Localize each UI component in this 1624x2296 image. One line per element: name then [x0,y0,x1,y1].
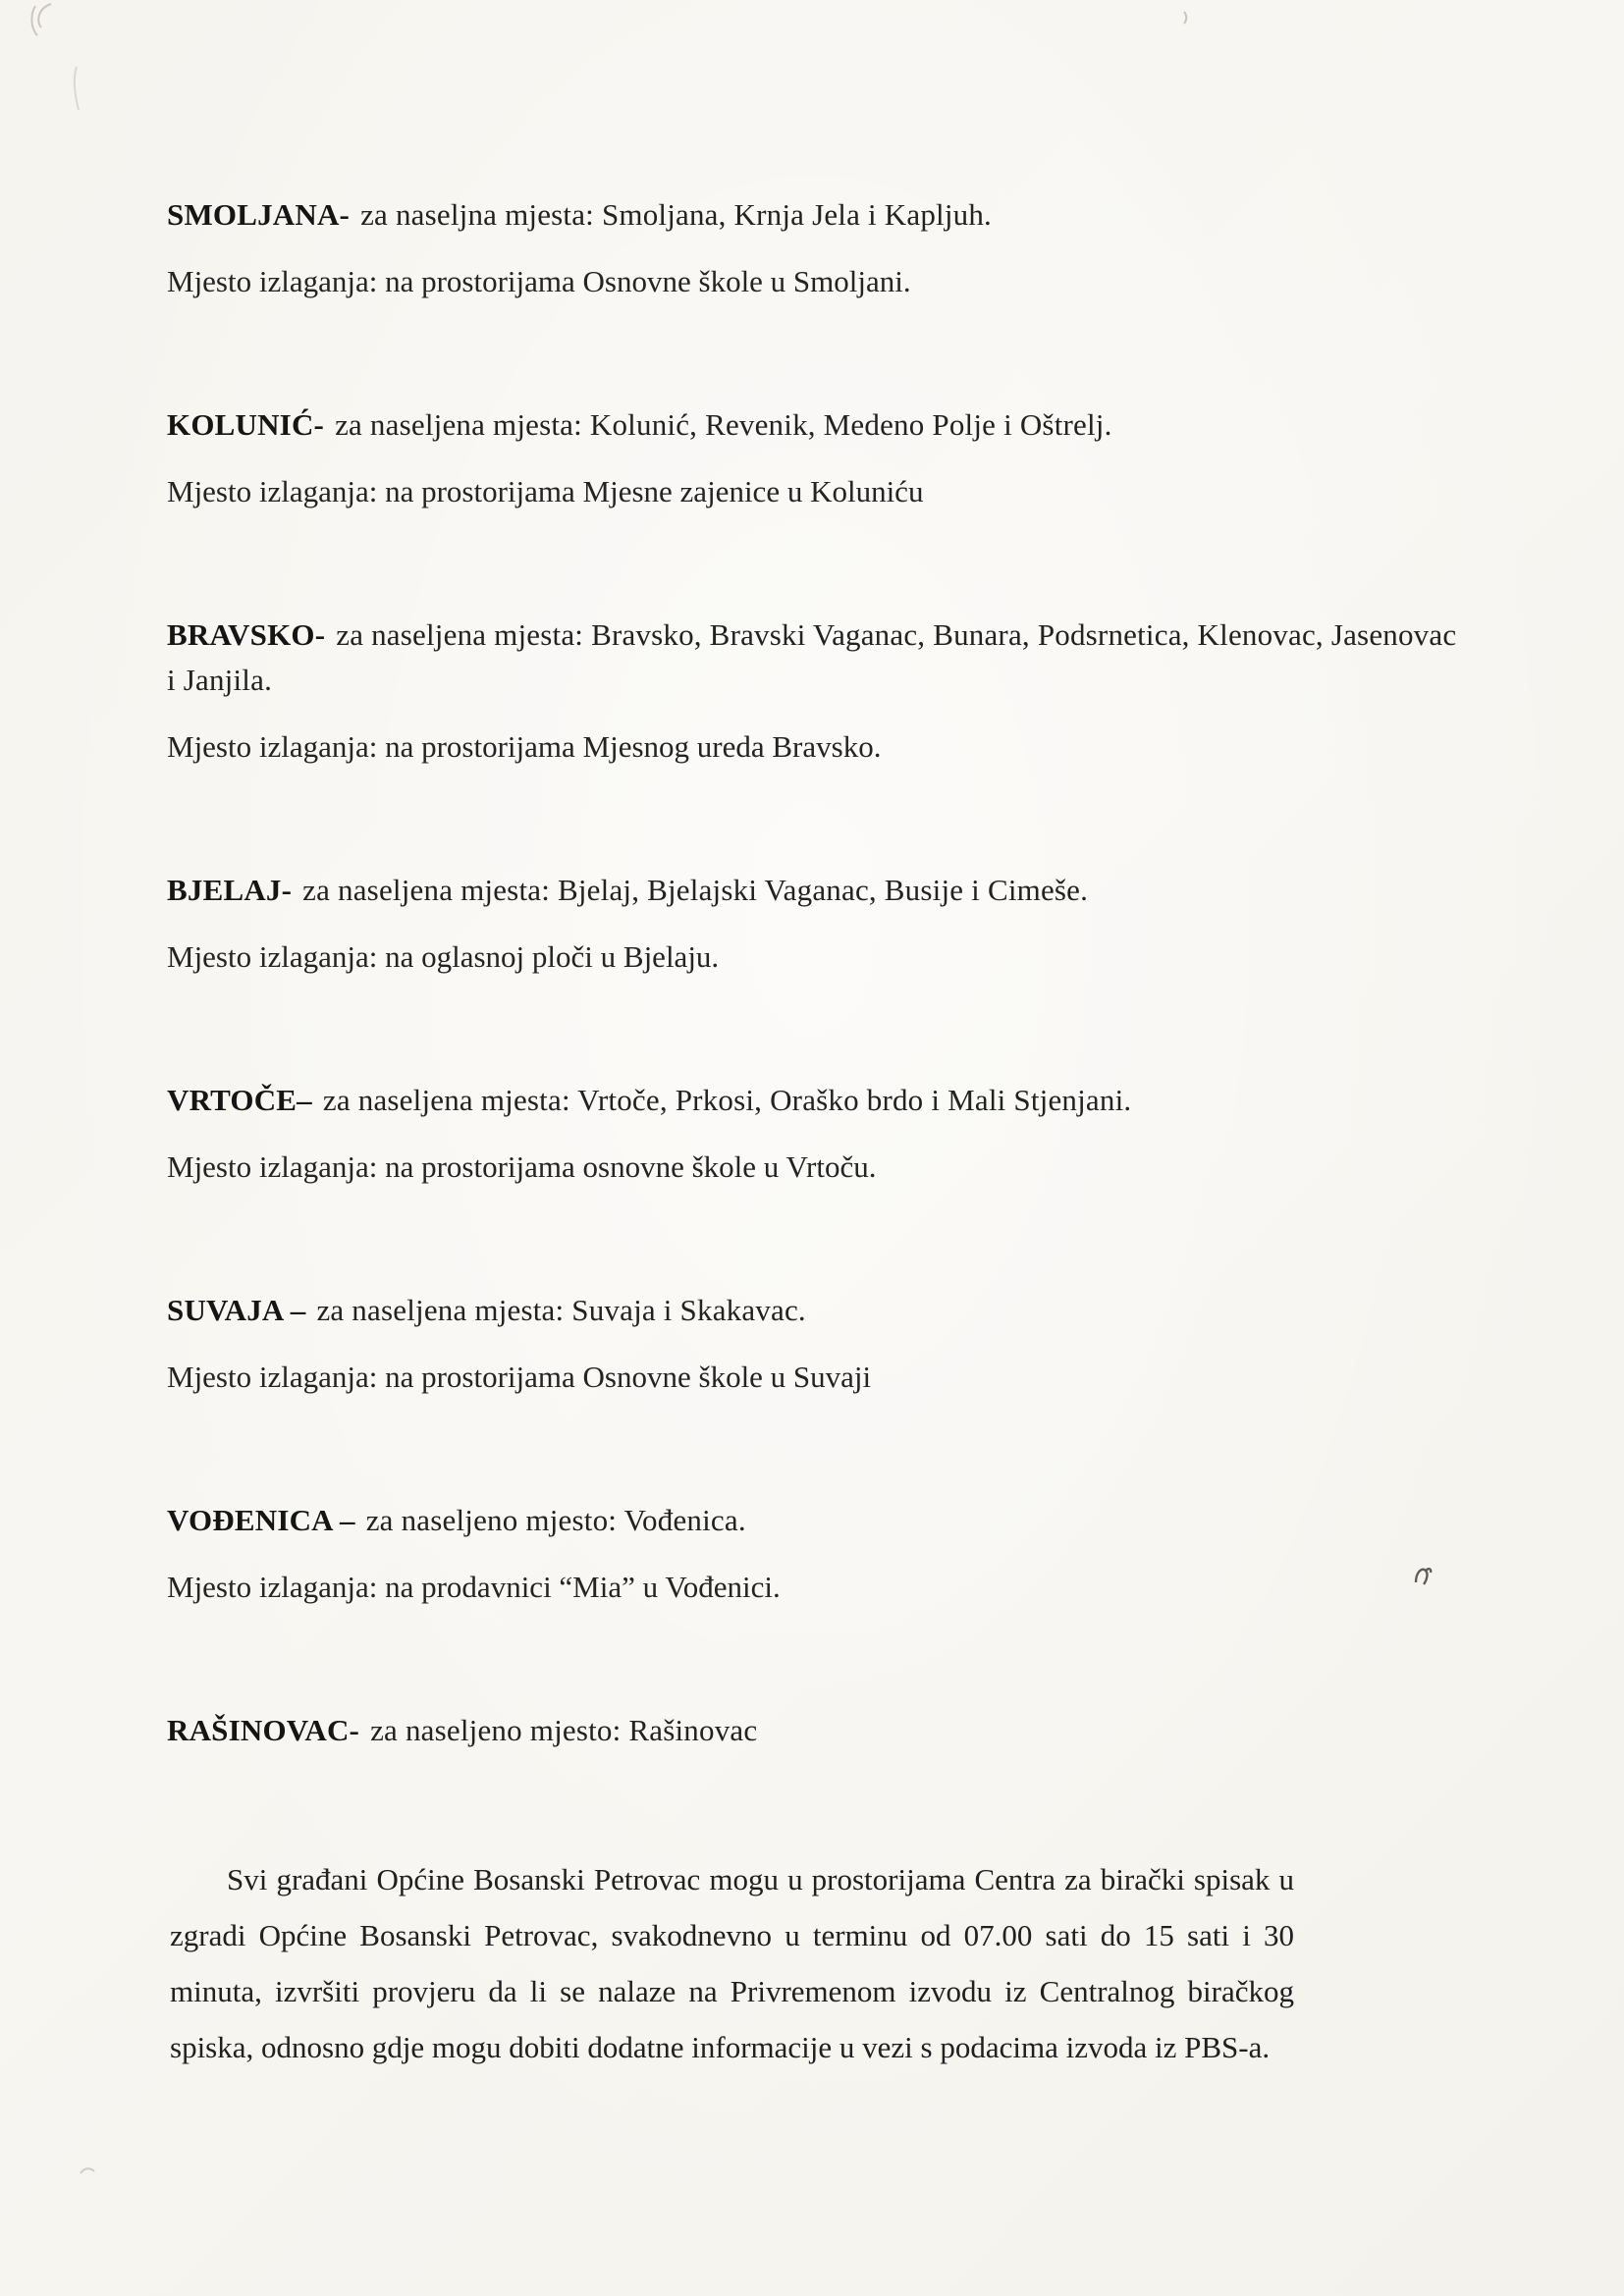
scan-artifact-speck [1178,10,1194,27]
display-location: Mjesto izlaganja: na prostorijama osnovne škole u Vrtoču. [167,1149,877,1184]
closing-paragraph: Svi građani Općine Bosanski Petrovac mogu u prostorijama Centra za birački spisak u zgradi Općine Bosanski Petrovac, svakodnevno u terminu od 07.00 sati do 15 sati i 30 minuta, izvršiti provjeru da li se nalaze na Privremenom izvodu iz Centralnog biračkog spiska, odnosno gdje mogu dobiti dodatne informacije u vezi s podacima izvoda iz PBS-a. [170,1862,1294,2064]
settlement-villages: za naseljena mjesta: Bravsko, Bravski Vaganac, Bunara, Podsrnetica, Klenovac, Jasenovac i Janjila. [167,617,1457,697]
section-heading-line [167,1288,1473,1333]
settlement-villages: za naseljena mjesta: Vrtoče, Prkosi, Oraško brdo i Mali Stjenjani. [322,1083,1132,1117]
section-heading-line [167,1078,1473,1123]
settlement-name: RAŠINOVAC- [167,1713,360,1747]
section-bravsko [167,613,1473,770]
settlement-name: VRTOČE– [167,1083,312,1117]
settlement-name: BRAVSKO- [167,617,326,652]
settlement-villages: za naseljena mjesta: Bjelaj, Bjelajski Vaganac, Busije i Cimeše. [302,873,1089,907]
settlement-villages: za naseljena mjesta: Kolunić, Revenik, Medeno Polje i Oštrelj. [335,407,1112,442]
settlement-villages: za naseljeno mjesto: Rašinovac [370,1713,758,1747]
section-heading-line [167,868,1473,913]
section-heading-line [167,402,1473,448]
display-location: Mjesto izlaganja: na prodavnici “Mia” u Vođenici. [167,1570,781,1604]
section-vodjenica [167,1498,1473,1610]
section-vrtoce [167,1078,1473,1190]
display-location: Mjesto izlaganja: na oglasnoj ploči u Bjelaju. [167,939,720,974]
section-rasinovac [167,1708,1473,1753]
display-location: Mjesto izlaganja: na prostorijama Mjesnog ureda Bravsko. [167,729,882,764]
scan-artifact-speck [79,2163,96,2177]
scan-artifact-pencil-mark [22,2,81,61]
section-heading-line [167,613,1473,703]
document-body [167,192,1473,2075]
scan-artifact-pencil-mark [65,65,94,114]
display-location: Mjesto izlaganja: na prostorijama Mjesne zajenice u Koluniću [167,474,924,508]
section-heading-line [167,1708,1473,1753]
settlement-name: KOLUNIĆ- [167,407,325,442]
settlement-name: VOĐENICA – [167,1503,355,1537]
section-heading-line [167,1498,1473,1543]
settlement-name: SUVAJA – [167,1293,306,1327]
settlement-villages: za naseljeno mjesto: Vođenica. [365,1503,746,1537]
section-heading-line [167,192,1473,238]
settlement-villages: za naseljena mjesta: Suvaja i Skakavac. [316,1293,806,1327]
settlement-villages: za naseljna mjesta: Smoljana, Krnja Jela i Kapljuh. [360,197,993,232]
section-suvaja [167,1288,1473,1400]
display-location: Mjesto izlaganja: na prostorijama Osnovne škole u Suvaji [167,1360,872,1394]
settlement-name: SMOLJANA- [167,197,351,232]
section-kolunic [167,402,1473,514]
section-bjelaj [167,868,1473,980]
section-smoljana [167,192,1473,304]
settlement-name: BJELAJ- [167,873,293,907]
display-location: Mjesto izlaganja: na prostorijama Osnovne škole u Smoljani. [167,264,911,298]
